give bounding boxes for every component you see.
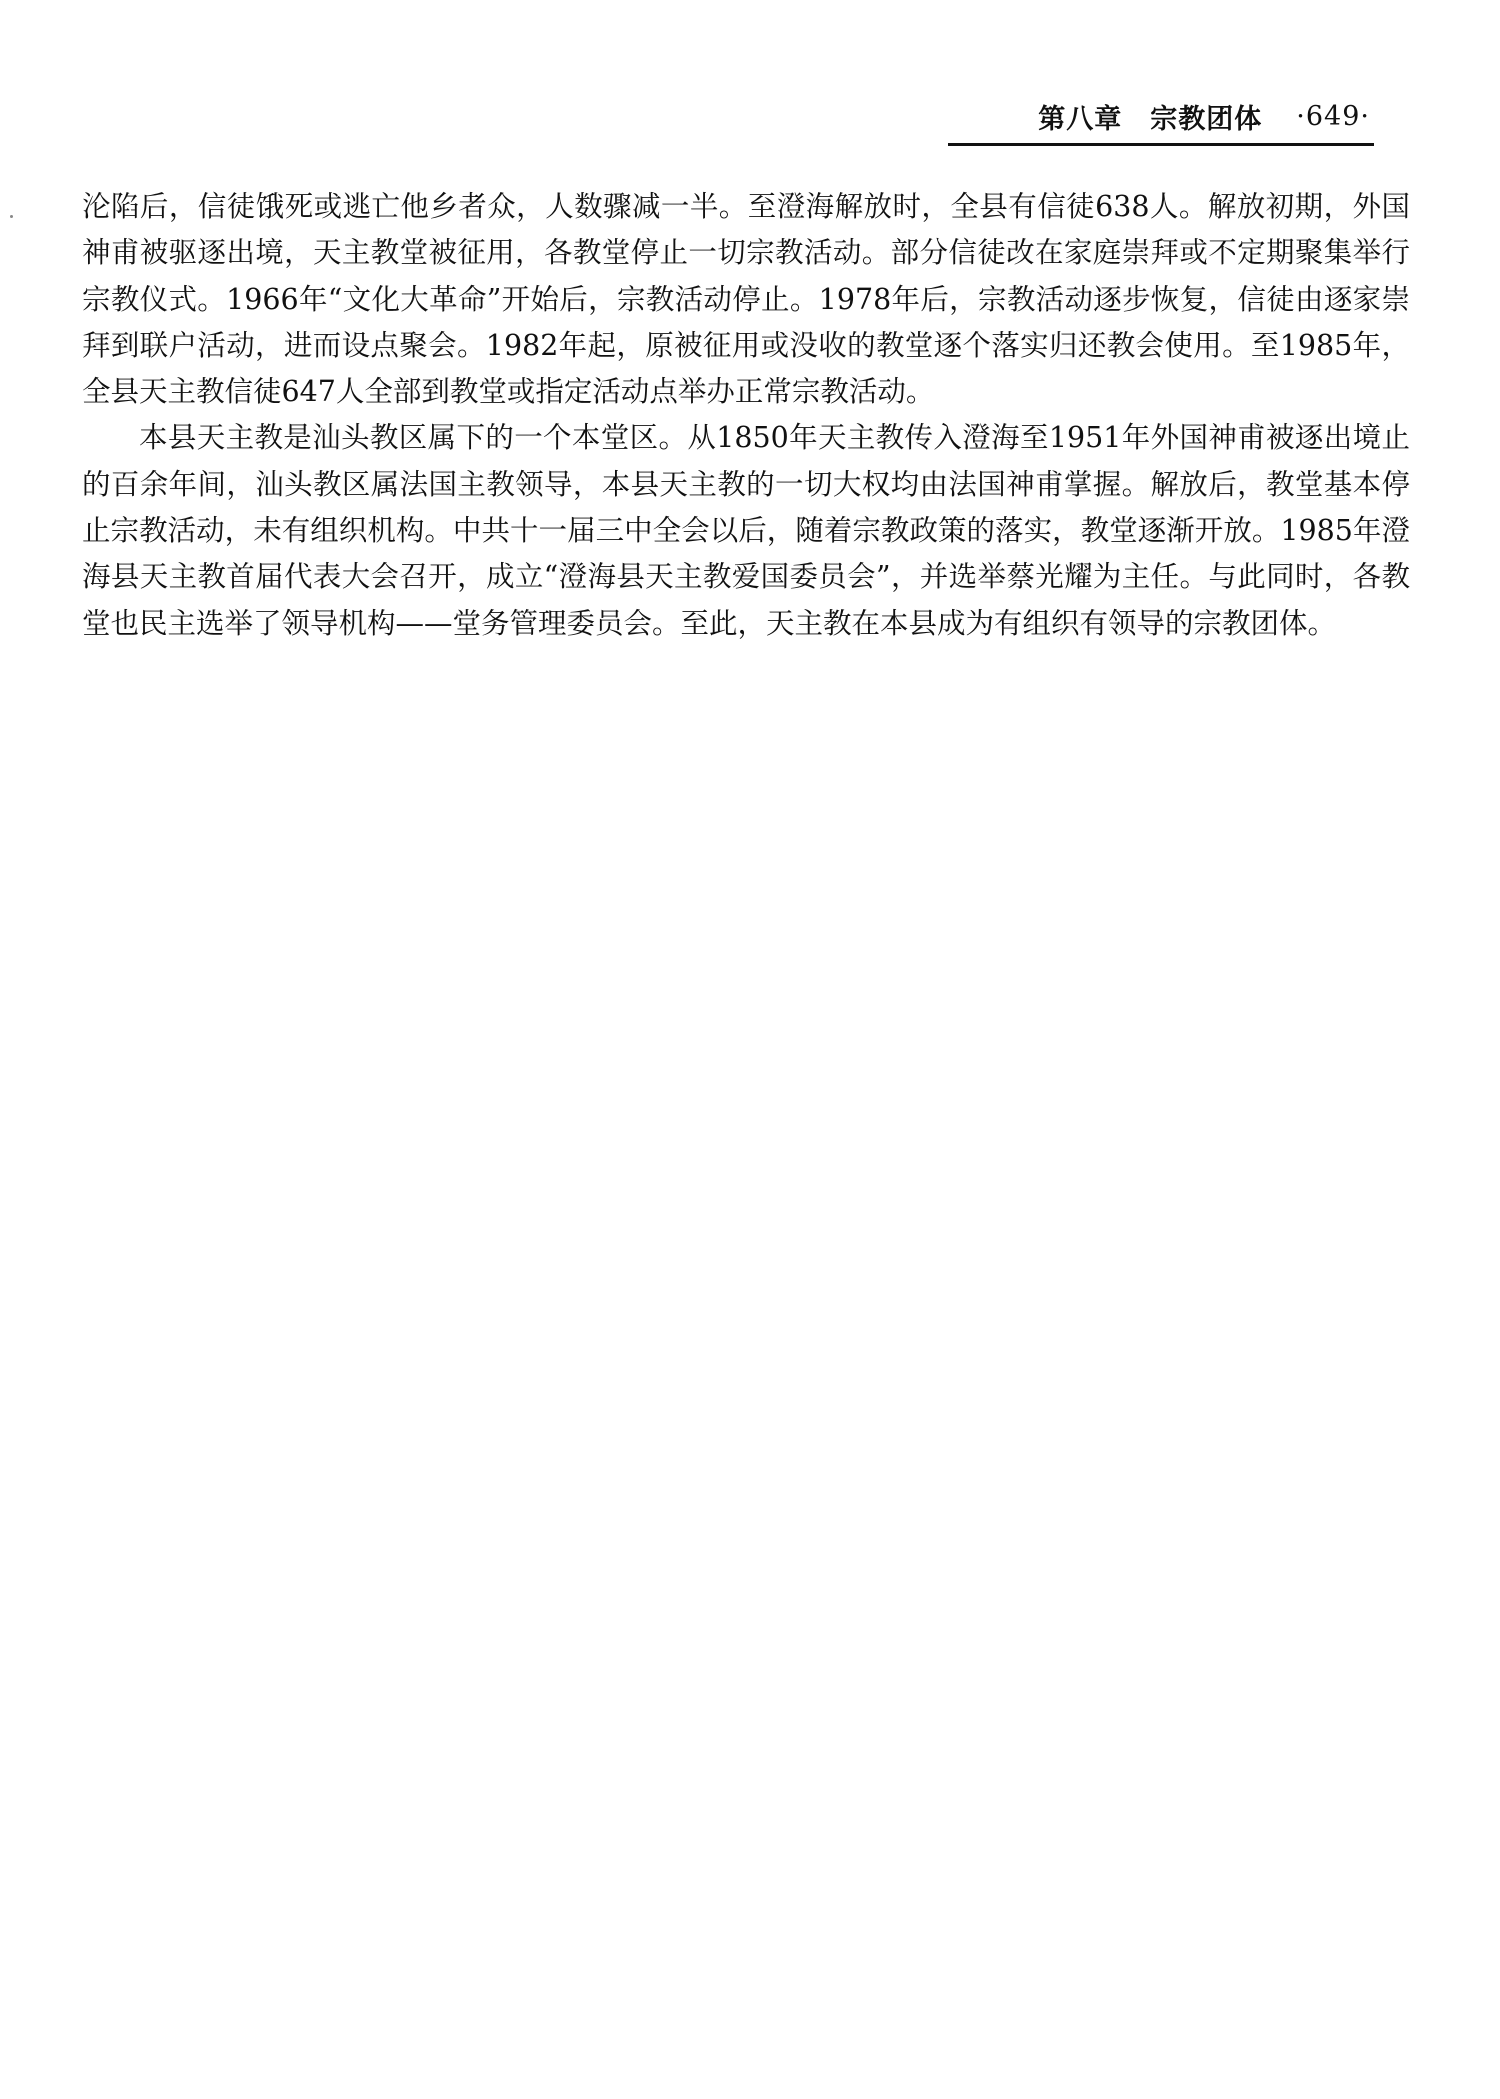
body-text [82, 184, 1410, 647]
header-chapter: 第八章 [1038, 103, 1123, 135]
header-rule [948, 143, 1374, 146]
paragraph-catholic-organization: 本县天主教是汕头教区属下的一个本堂区。从1850年天主教传入澄海至1951年外国神甫被逐出境止的百余年间，汕头教区属法国主教领导，本县天主教的一切大权均由法国神甫掌握。解放后，教堂基本停止宗教活动，未有组织机构。中共十一届三中全会以后，随着宗教政策的落实，教堂逐渐开放。1985年澄海县天主教首届代表大会召开，成立“澄海县天主教爱国委员会”，并选举蔡光耀为主任。与此同时，各教堂也民主选举了领导机构——堂务管理委员会。至此，天主教在本县成为有组织有领导的宗教团体。 [82, 421, 1410, 640]
paragraph-continued: 沦陷后，信徒饿死或逃亡他乡者众，人数骤减一半。至澄海解放时，全县有信徒638人。解放初期，外国神甫被驱逐出境，天主教堂被征用，各教堂停止一切宗教活动。部分信徒改在家庭崇拜或不定期聚集举行宗教仪式。1966年“文化大革命”开始后，宗教活动停止。1978年后，宗教活动逐步恢复，信徒由逐家崇拜到联户活动，进而设点聚会。1982年起，原被征用或没收的教堂逐个落实归还教会使用。至1985年，全县天主教信徒647人全部到教堂或指定活动点举办正常宗教活动。 [82, 190, 1410, 409]
header-section: 宗教团体 [1150, 103, 1263, 135]
scan-speck [10, 215, 13, 218]
page-number: ·649· [1296, 100, 1370, 132]
running-header [950, 96, 1370, 136]
